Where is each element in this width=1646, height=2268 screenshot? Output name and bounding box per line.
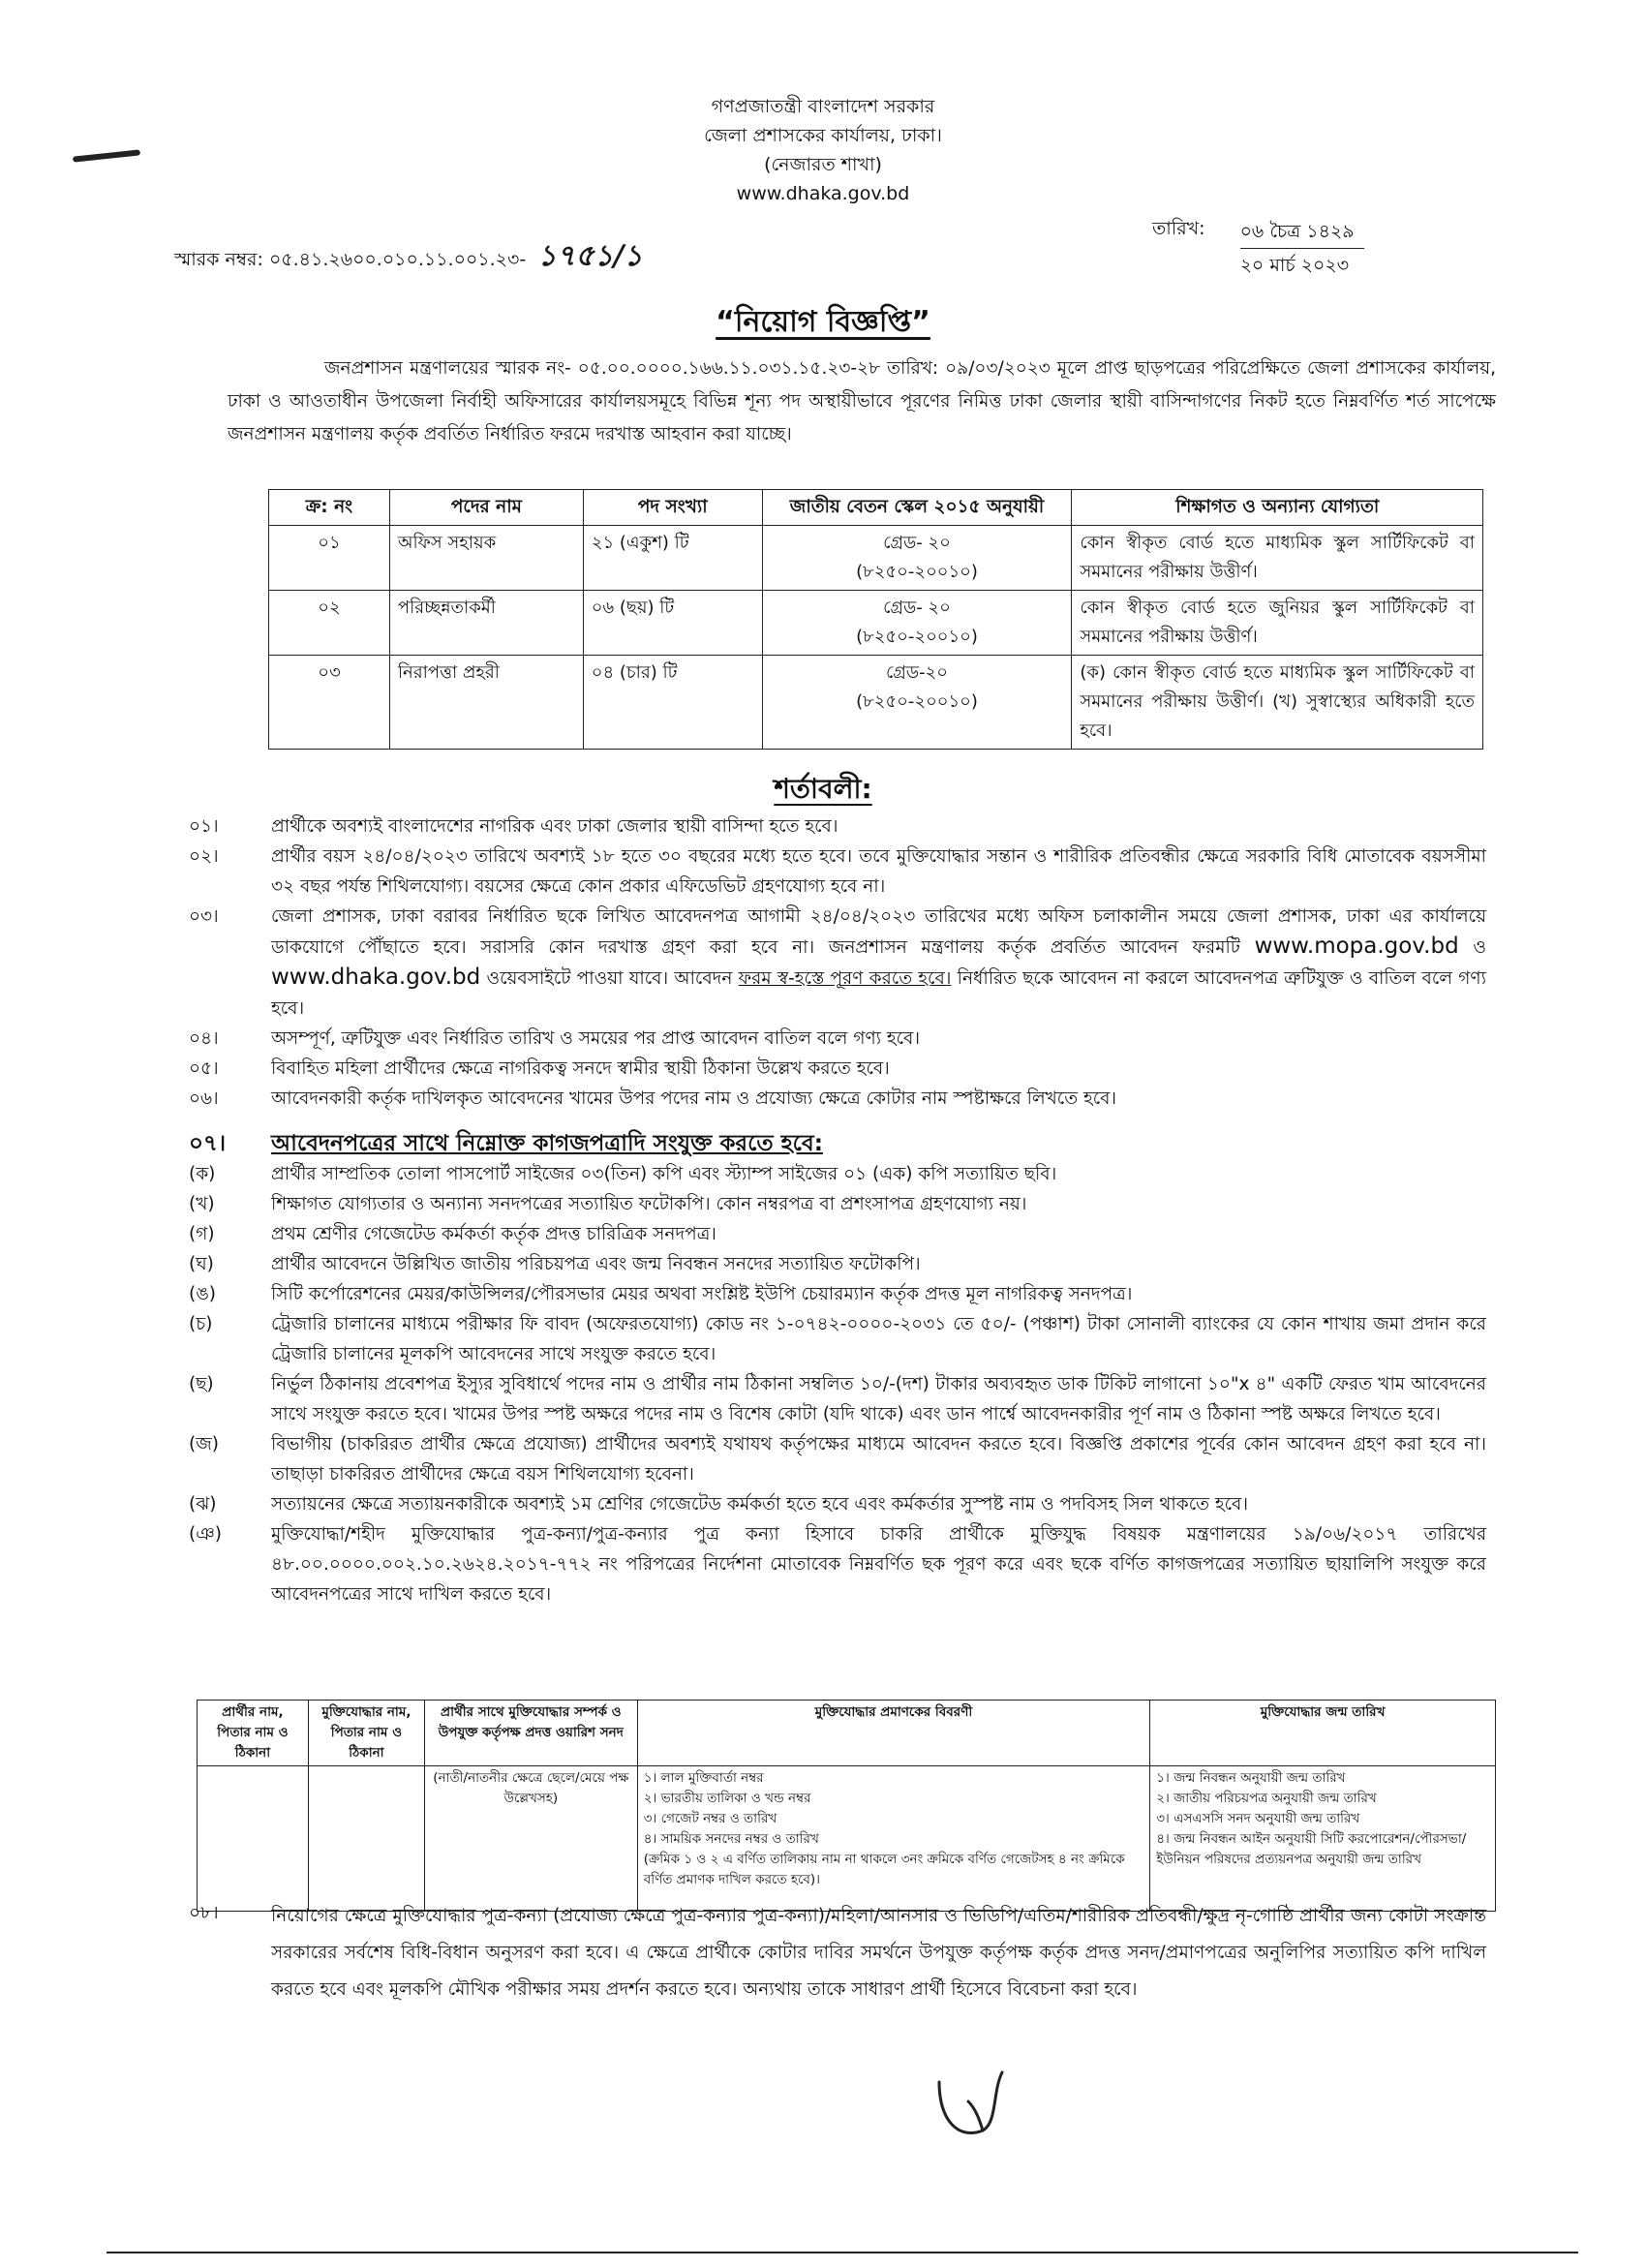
list-item: (ঝ) সত্যায়নের ক্ষেত্রে সত্যায়নকারীকে অবশ্যই ১ম শ্রেণির গেজেটেড কর্মকর্তা হতে হবে এবং কর্মকর্তার সুস্পষ্ট নাম ও পদবিসহ সিল থাকতে হবে।: [189, 1494, 1248, 1515]
serial-cell: ০২: [269, 591, 390, 656]
col-post-count: পদ সংখ্যা: [583, 490, 762, 526]
list-item: (ঞ) মুক্তিযোদ্ধা/শহীদ মুক্তিযোদ্ধার পুত্র-কন্যা/পুত্র-কন্যার পুত্র কন্যা হিসাবে চাকরি প্রার্থীকে মুক্তিযুদ্ধ বিষয়ক মন্ত্রণালয়ের ১৯/০৬/২০১৭ তারিখের ৪৮.০০.০০০০.০০২.১০.২৬২৪.২০১৭-৭৭২ নং পরিপত্রের নির্দেশনা মোতাবেক নিম্নবর্ণিত ছক পূরণ করে এবং ছকে বর্ণিত কাগজপত্রের সত্যায়িত ছায়ালিপি সংযুক্ত করে আবেদনপত্রের সাথে দাখিল করতে হবে।: [189, 1524, 1486, 1605]
website: www.dhaka.gov.bd: [736, 183, 910, 204]
post-count-cell: ০৪ (চার) টি: [583, 656, 762, 750]
list-item: ০৪। অসম্পূর্ণ, ত্রুটিযুক্ত এবং নির্ধারিত তারিখ ও সময়ের পর প্রাপ্ত আবেদন বাতিল বলে গণ্য হবে।: [189, 1028, 920, 1049]
conditions-heading: শর্তাবলী:: [774, 773, 872, 805]
post-count-cell: ২১ (একুশ) টি: [583, 526, 762, 591]
posts-table: [268, 489, 1483, 750]
memo-date: [1152, 215, 1364, 282]
post-count-cell: ০৬ (ছয়) টি: [583, 591, 762, 656]
col-post-name: পদের নাম: [389, 490, 583, 526]
list-item: (খ) শিক্ষাগত যোগ্যতার ও অন্যান্য সনদপত্রের সত্যায়িত ফটোকপি। কোন নম্বরপত্র বা প্রশংসাপত্র গ্রহণযোগ্য নয়।: [189, 1194, 1027, 1214]
date-bangla: ০৬ চৈত্র ১৪২৯: [1240, 215, 1364, 249]
date-english: ২০ মার্চ ২০২৩: [1239, 255, 1350, 276]
letterhead: [0, 92, 1646, 208]
memo-number: [174, 232, 643, 282]
underlined-note: ফরম স্ব-হস্তে পূরণ করতে হবে।: [738, 968, 952, 989]
post-name-cell: নিরাপত্তা প্রহরী: [389, 656, 583, 750]
list-item: (ঙ) সিটি কর্পোরেশনের মেয়র/কাউন্সিলর/পৌরসভার মেয়র অথবা সংশ্লিষ্ট ইউপি চেয়ারম্যান কর্তৃক প্রদত্ত মূল নাগরিকত্ব সনদপত্র।: [189, 1284, 1133, 1304]
list-item: (চ) ট্রেজারি চালানের মাধ্যমে পরীক্ষার ফি বাবদ (অফেরতযোগ্য) কোড নং ১-০৭৪২-০০০০-২০৩১ তে ৫০/- (পঞ্চাশ) টাকা সোনালী ব্যাংকের যে কোন শাখায় জমা প্রদান করে ট্রেজারি চালানের মূলকপি আবেদনের সাথে সংযুক্ত করতে হবে।: [189, 1314, 1486, 1364]
condition-8: [189, 1898, 1486, 2008]
section-name: (নেজারত শাখা): [764, 154, 882, 175]
serial-cell: ০৩: [269, 656, 390, 750]
intro-paragraph: জনপ্রশাসন মন্ত্রণালয়ের স্মারক নং- ০৫.০০.০০০০.১৬৬.১১.০৩১.১৫.২৩-২৮ তারিখ: ০৯/০৩/২০২৩ মূলে প্রাপ্ত ছাড়পত্রের পরিপ্রেক্ষিতে জেলা প্রশাসকের কার্যালয়, ঢাকা ও আওতাধীন উপজেলা নির্বাহী অফিসারের কার্যালয়সমূহে বিভিন্ন শূন্য পদ অস্থায়ীভাবে পূরণের নিমিত্ত ঢাকা জেলার স্থায়ী বাসিন্দাগণের নিকট হতে নিম্নবর্ণিত শর্ত সাপেক্ষে জনপ্রশাসন মন্ত্রণালয় কর্তৃক প্রবর্তিত নির্ধারিত ফরমে দরখাস্ত আহবান করা যাচ্ছে।: [228, 358, 1496, 444]
dhaka-url: www.dhaka.gov.bd: [271, 965, 481, 990]
list-item: ০৩। জেলা প্রশাসক, ঢাকা বরাবর নির্ধারিত ছকে লিখিত আবেদনপত্র আগামী ২৪/০৪/২০২৩ তারিখের মধ্যে অফিস চলাকালীন সময়ে জেলা প্রশাসক, ঢাকা এর কার্যালয়ে ডাকযোগে পৌঁছাতে হবে। সরাসরি কোন দরখাস্ত গ্রহণ করা হবে না। জনপ্রশাসন মন্ত্রণালয় কর্তৃক প্রবর্তিত আবেদন ফরমটি www.mopa.gov.bd ও www.dhaka.gov.bd ওয়েবসাইটে পাওয়া যাবে। আবেদন ফরম স্ব-হস্তে পূরণ করতে হবে। নির্ধারিত ছকে আবেদন না করলে আবেদনপত্র ত্রুটিযুক্ত ও বাতিল বলে গণ্য হবে।: [189, 906, 1486, 1019]
pay-scale-cell: গ্রেড- ২০ (৮২৫০-২০০১০): [762, 591, 1072, 656]
govt-name: গণপ্রজাতন্ত্রী বাংলাদেশ সরকার: [711, 96, 935, 117]
list-item: (ছ) নির্ভুল ঠিকানায় প্রবেশপত্র ইস্যুর সুবিধার্থে পদের নাম ও প্রার্থীর নাম ঠিকানা সম্বলিত ১০/-(দশ) টাকার অব্যবহৃত ডাক টিকিট লাগানো ১০"x ৪" একটি ফেরত খাম আবেদনের সাথে সংযুক্ত করতে হবে। খামের উপর স্পষ্ট অক্ষরে পদের নাম ও বিশেষ কোটা (যদি থাকে) এবং ডান পার্শ্বে আবেদনকারীর পূর্ণ নাম ও ঠিকানা স্পষ্ট অক্ষরে লিখতে হবে।: [189, 1374, 1486, 1425]
list-item: (ক) প্রার্থীর সাম্প্রতিক তোলা পাসপোর্ট সাইজের ০৩(তিন) কপি এবং স্ট্যাম্প সাইজের ০১ (এক) কপি সত্যায়িত ছবি।: [189, 1164, 1057, 1184]
table-row: [269, 591, 1483, 656]
list-item: (গ) প্রথম শ্রেণীর গেজেটেড কর্মকর্তা কর্তৃক প্রদত্ত চারিত্রিক সনদপত্র।: [189, 1224, 716, 1244]
conditions-list: [189, 812, 1486, 1609]
qualification-cell: কোন স্বীকৃত বোর্ড হতে মাধ্যমিক স্কুল সার্টিফিকেট বা সমমানের পরীক্ষায় উত্তীর্ণ।: [1072, 526, 1483, 591]
col-pay-scale: জাতীয় বেতন স্কেল ২০১৫ অনুযায়ী: [762, 490, 1072, 526]
pay-scale-cell: গ্রেড- ২০ (৮২৫০-২০০১০): [762, 526, 1072, 591]
pay-scale-cell: গ্রেড-২০ (৮২৫০-২০০১০): [762, 656, 1072, 750]
memo-handwritten-number: ১৭৫১/১: [537, 239, 643, 273]
qualification-cell: কোন স্বীকৃত বোর্ড হতে জুনিয়র স্কুল সার্টিফিকেট বা সমমানের পরীক্ষায় উত্তীর্ণ।: [1072, 591, 1483, 656]
page-initial-mark: [930, 2063, 1017, 2150]
list-item: (জ) বিভাগীয় (চাকরিরত প্রার্থীর ক্ষেত্রে প্রযোজ্য) প্রার্থীদের অবশ্যই যথাযথ কর্তৃপক্ষের মাধ্যমে আবেদন করতে হবে। বিজ্ঞপ্তি প্রকাশের পূর্বের কোন আবেদন গ্রহণ করা হবে না। তাছাড়া চাকরিরত প্রার্থীদের ক্ষেত্রে বয়স শিথিলযোগ্য হবেনা।: [189, 1434, 1486, 1485]
col-serial: ক্র: নং: [269, 490, 390, 526]
date-label: তারিখ:: [1152, 218, 1205, 239]
bottom-border: [107, 2252, 1578, 2253]
table-header-row: [269, 490, 1483, 526]
mopa-url: www.mopa.gov.bd: [1254, 934, 1459, 959]
serial-cell: ০১: [269, 526, 390, 591]
col-qualification: শিক্ষাগত ও অন্যান্য যোগ্যতা: [1072, 490, 1483, 526]
table-row: (নাতী/নাতনীর ক্ষেত্রে ছেলে/মেয়ে পক্ষ উল্লেখসহ) ১। লাল মুক্তিবার্তা নম্বর ২। ভারতীয় তালিকা ও খন্ড নম্বর ৩। গেজেট নম্বর ও তারিখ ৪। সাময়িক সনদের নম্বর ও তারিখ (ক্রমিক ১ ও ২ এ বর্ণিত তালিকায় নাম না থাকলে ৩নং ক্রমিকে বর্ণিত গেজেটসহ ৪ নং ক্রমিকে বর্ণিত প্রমাণক দাখিল করতে হবে)। ১। জন্ম নিবন্ধন অনুযায়ী জন্ম তারিখ ২। জাতীয় পরিচয়পত্র অনুযায়ী জন্ম তারিখ ৩। এসএসসি সনদ অনুযায়ী জন্ম তারিখ ৪। জন্ম নিবন্ধন আইন অনুযায়ী সিটি করপোরেশন/পৌরসভা/ইউনিয়ন পরিষদের প্রত্যয়নপত্র অনুযায়ী জন্ম তারিখ: [198, 1766, 1496, 1912]
post-name-cell: অফিস সহায়ক: [389, 526, 583, 591]
list-item: ০৮। নিয়োগের ক্ষেত্রে মুক্তিযোদ্ধার পুত্র-কন্যা (প্রযোজ্য ক্ষেত্রে পুত্র-কন্যার পুত্র-কন্যা)/মহিলা/আনসার ও ভিডিপি/এতিম/শারীরিক প্রতিবন্ধী/ক্ষুদ্র নৃ-গোষ্ঠি প্রার্থীর জন্য কোটা সংক্রান্ত সরকারের সর্বশেষ বিধি-বিধান অনুসরণ করা হবে। এ ক্ষেত্রে প্রার্থীকে কোটার দাবির সমর্থনে উপযুক্ত কর্তৃপক্ষ কর্তৃক প্রদত্ত সনদ/প্রমাণপত্রের অনুলিপির সত্যায়িত কপি দাখিল করতে হবে এবং মূলকপি মৌখিক পরীক্ষার সময় প্রদর্শন করতে হবে। অন্যথায় তাকে সাধারণ প্রার্থী হিসেবে বিবেচনা করা হবে।: [189, 1903, 1487, 2000]
list-item: ০২। প্রার্থীর বয়স ২৪/০৪/২০২৩ তারিখে অবশ্যই ১৮ হতে ৩০ বছরের মধ্যে হতে হবে। তবে মুক্তিযোদ্ধার সন্তান ও শারীরিক প্রতিবন্ধীর ক্ষেত্রে সরকারি বিধি মোতাবেক বয়সসীমা ৩২ বছর পর্যন্ত শিথিলযোগ্য। বয়সের ক্ষেত্রে কোন প্রকার এফিডেভিট গ্রহণযোগ্য হবে না।: [189, 846, 1486, 897]
notice-title: “নিয়োগ বিজ্ঞপ্তি”: [716, 305, 930, 339]
memo-label: স্মারক নম্বর: ০৫.৪১.২৬০০.০১০.১১.০০১.২৩-: [174, 249, 527, 270]
table-row: [269, 526, 1483, 591]
section-7-heading: ০৭। আবেদনপত্রের সাথে নিম্নোক্ত কাগজপত্রাদি সংযুক্ত করতে হবে:: [189, 1131, 823, 1156]
table-header-row: প্রার্থীর নাম, পিতার নাম ও ঠিকানা মুক্তিযোদ্ধার নাম, পিতার নাম ও ঠিকানা প্রার্থীর সাথে মুক্তিযোদ্ধার সম্পর্ক ও উপযুক্ত কর্তৃপক্ষ প্রদত্ত ওয়ারিশ সনদ মুক্তিযোদ্ধার প্রমাণকের বিবরণী মুক্তিযোদ্ধার জন্ম তারিখ: [198, 1701, 1496, 1766]
list-item: ০৫। বিবাহিত মহিলা প্রার্থীদের ক্ষেত্রে নাগরিকত্ব সনদে স্বামীর স্থায়ী ঠিকানা উল্লেখ করতে হবে।: [189, 1058, 890, 1079]
list-item: (ঘ) প্রার্থীর আবেদনে উল্লিখিত জাতীয় পরিচয়পত্র এবং জন্ম নিবন্ধন সনদের সত্যায়িত ফটোকপি।: [189, 1254, 921, 1274]
post-name-cell: পরিচ্ছন্নতাকর্মী: [389, 591, 583, 656]
qualification-cell: (ক) কোন স্বীকৃত বোর্ড হতে মাধ্যমিক স্কুল সার্টিফিকেট বা সমমানের পরীক্ষায় উত্তীর্ণ। (খ) সুস্বাস্থ্যের অধিকারী হতে হবে।: [1072, 656, 1483, 750]
list-item: ০৬। আবেদনকারী কর্তৃক দাখিলকৃত আবেদনের খামের উপর পদের নাম ও প্রযোজ্য ক্ষেত্রে কোটার নাম স্পষ্টাক্ষরে লিখতে হবে।: [189, 1088, 1117, 1109]
table-row: [269, 656, 1483, 750]
list-item: ০১। প্রার্থীকে অবশ্যই বাংলাদেশের নাগরিক এবং ঢাকা জেলার স্থায়ী বাসিন্দা হতে হবে।: [189, 816, 838, 837]
freedom-fighter-table: [197, 1700, 1496, 1912]
office-name: জেলা প্রশাসকের কার্যালয়, ঢাকা।: [704, 125, 942, 146]
